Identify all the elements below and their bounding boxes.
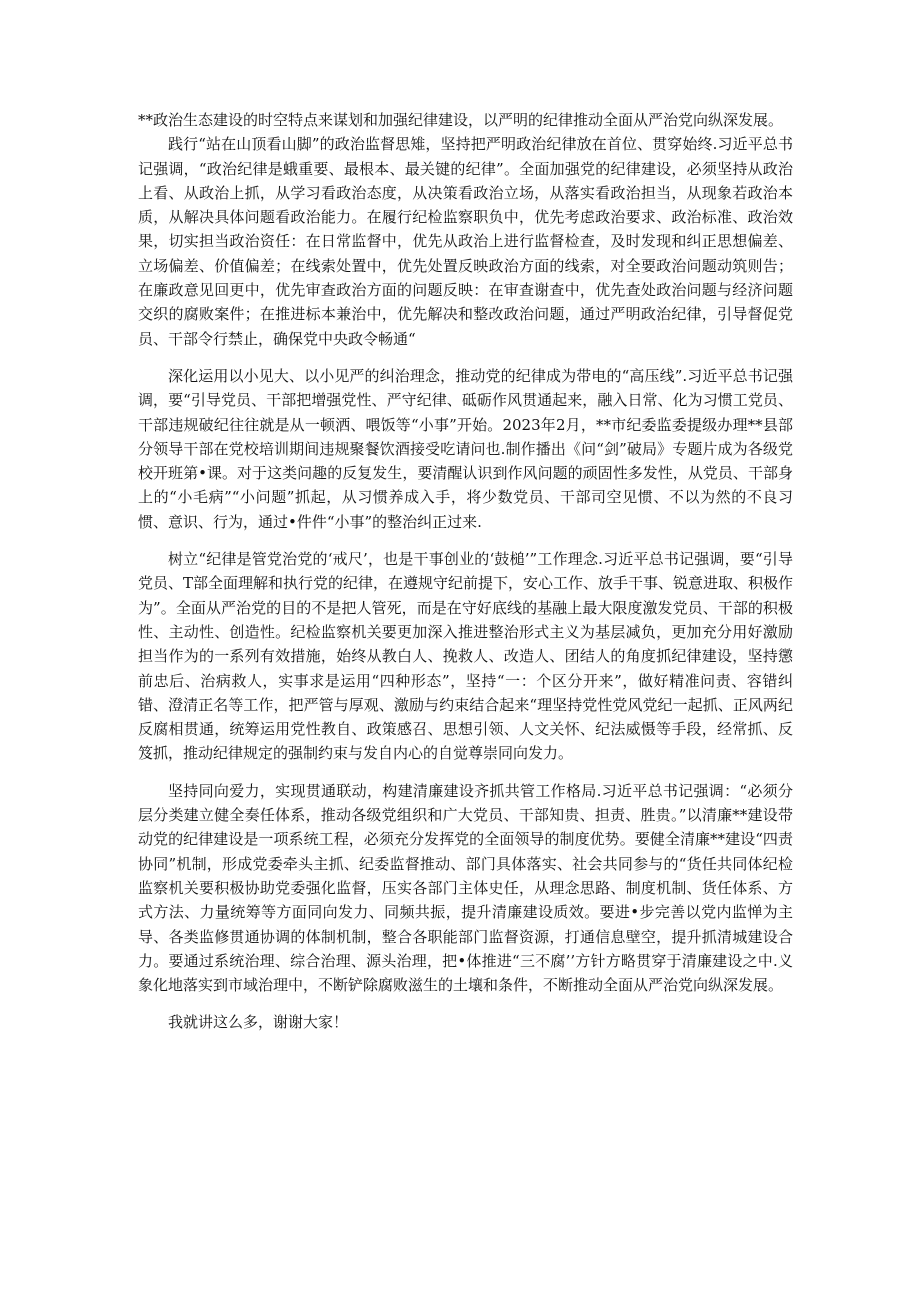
document-body (138, 108, 793, 1035)
paragraph-joint-effort: 坚持同向爱力，实现贯通联动，构建清廉建设齐抓共管工作格局.习近平总书记强调：“必须分层分类建立健全奏任体系，推动各级党组织和广大党员、干部知贵、担责、胜贵。”以清廉**建设带动党的纪律建设是一项系统工程，必须充分发挥党的全面领导的制度优势。要健全清廉**建设“四责协同”机制，形成党委牵头主抓、纪委监督推动、部门具体落实、社会共同参与的“货任共同体纪检监察机关要积极协助党委强化监督，压实各部门主体史任，从理念思路、制度机制、货任体系、方式方法、力量统筹等方面同向发力、同频共振，提升清廉建设质效。要进•步完善以党内监惮为主导、各类监修贯通协调的体制机制，整合各职能部门监督资源，打通信息壁空，提升抓清城建设合力。要通过系统治理、综合治理、源头治理，把•体推进“三不腐’’方针方略贯穿于清廉建设之中.义象化地落实到市域治理中，不断铲除腐败滋生的土壤和条件，不断推动全面从严治党向纵深发展。 (138, 781, 793, 995)
paragraph-continuation: **政治生态建设的时空特点来谋划和加强纪律建设，以严明的纪律推动全面从严治党向纵深发展。 (138, 111, 784, 129)
paragraph-discipline-ruler: 树立“纪律是管党治党的‘戒尺’，也是干事创业的‘鼓槌’”工作理念.习近平总书记强调，要“引导党员、T部全面理解和执行党的纪律，在遵规守纪前提下，安心工作、放手干事、锐意进取、积极作为”。全面从严治党的目的不是把人管死，而是在守好底线的基融上最大限度激发党员、干部的积极性、主动性、创造性。纪检监察机关要更加深入推进整治形式主义为基层减负，更加充分用好激励担当作为的一系列有效措施，始终从教白人、挽救人、改造人、团结人的角度抓纪律建设，坚持懲前忠后、治病救人，实事求是运用“四种形态”，坚持“一：个区分开来”，做好精准问责、容错纠错、澄清正名等工作，把严管与厚观、激励与约束结合起来“理坚持党性党风党纪一起抓、正风两纪反腐相贯通，统筹运用党性教自、政策感召、思想引领、人文关怀、纪法威慑等手段，经常抓、反笈抓，推动纪律规定的强制约束与发自内心的自觉尊崇同向发力。 (138, 550, 794, 763)
paragraph-closing: 我就讲这么多，谢谢大家！ (168, 1013, 349, 1032)
paragraph-small-issues: 深化运用以小见大、以小见严的纠治理念，推动党的纪律成为带电的“高压线”.习近平总书记强调，要“引导党员、干部把增强党性、严守纪律、砥砺作风贯通起来，融入日常、化为习惯工党员、干部违规破纪往往就是从一顿洒、喂饭等“小事”开始。2023年2月，**市纪委监委提级办理**县部分领导干部在党校培训期间违规聚餐饮酒接受吃请问也.制作播出《问“剑”破局》专题片成为各级党校开班第•课。对于这类问趣的反复发生，要清醒认识到作风问题的顽固性多发性，从党员、干部身上的“小毛病”“小问题”抓起，从习惯养成入手，将少数党员、干部司空见惯、不以为然的不良习惯、意识、行为，通过•件件“小事”的整治纠正过来. (138, 366, 793, 531)
paragraph-political-supervision: 践行“站在山顶看山脚”的政治监督思雉，坚持把严明政治纪律放在首位、贯穿始终.习近平总书记强调，“政治纪律是蛾重要、最根本、最关键的纪律”。全面加强党的纪律建设，必须坚持从政治上看、从政治上抓，从学习看政治态度，从决策看政治立场，从落实看政治担当，从现象若政治本质，从解决具体问题看政治能力。在履行纪检监察职负中，优先考虑政治要求、政治标准、政治效果，切实担当政治资任：在日常监督中，优先从政治上进行监督检查，及时发现和纠正思想偏差、立场偏差、价值偏差；在线索处置中，优先处置反映政治方面的线索，对全要政治问题动筑则告；在廉政意见回更中，优先审查政治方面的问题反映：在审查谢查中，优先查处政治问题与经济问题交织的腐败案件；在推进标本兼治中，优先解决和整改政治问题，通过严明政治纪律，引导督促党员、干部令行禁止，确保党中央政令畅通“ (138, 135, 793, 348)
